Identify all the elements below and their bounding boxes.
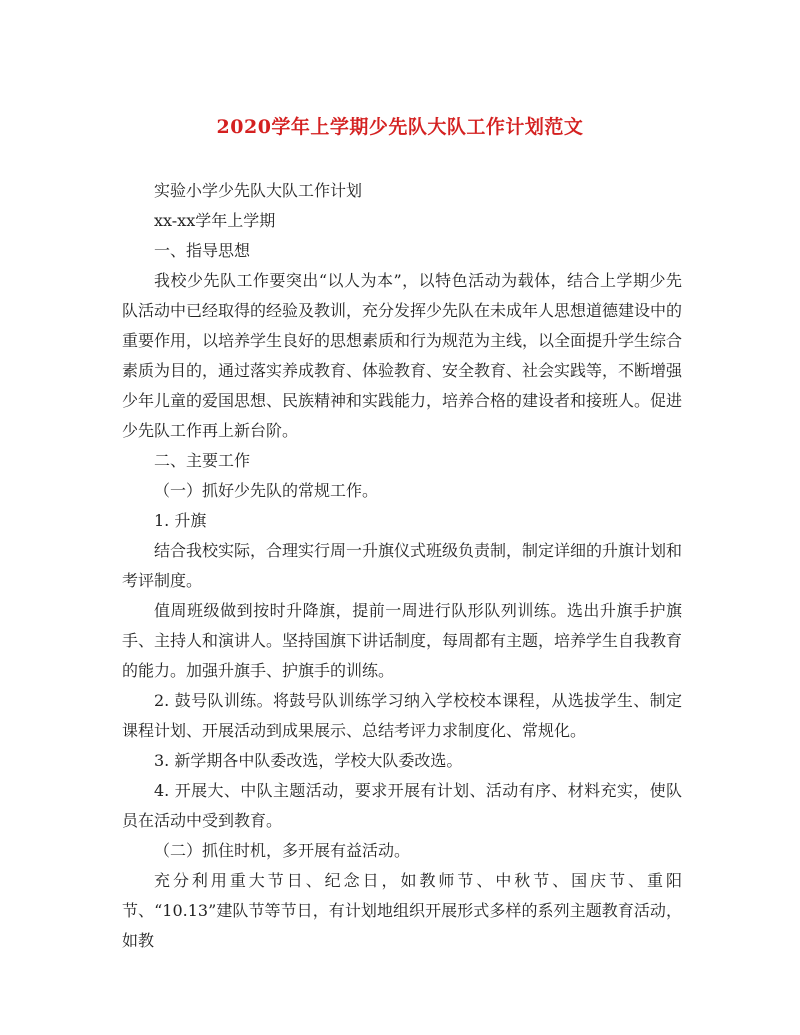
document-title: 2020学年上学期少先队大队工作计划范文 [216,116,584,138]
section-heading-guiding-thought: 一、指导思想 [154,241,251,260]
paragraph-plan-name: 实验小学少先队大队工作计划 [154,181,363,200]
paragraph-duty-class: 值周班级做到按时升降旗，提前一周进行队形队列训练。选出升旗手护旗手、主持人和演讲人。坚持国旗下讲话制度，每周都有主题，培养学生自我教育的能力。加强升旗手、护旗手的训练。 [122,601,683,680]
paragraph-flag-system: 结合我校实际，合理实行周一升旗仪式班级负责制，制定详细的升旗计划和考评制度。 [122,541,683,590]
item-committee-election: 3. 新学期各中队委改选，学校大队委改选。 [154,751,463,770]
paragraph-semester: xx-xx学年上学期 [154,211,276,230]
paragraph-festivals: 充分利用重大节日、纪念日，如教师节、中秋节、国庆节、重阳节、“10.13”建队节等节日，有计划地组织开展形式多样的系列主题教育活动，如教 [122,871,682,950]
section-heading-main-work: 二、主要工作 [154,451,251,470]
subheading-routine-work: （一）抓好少先队的常规工作。 [154,481,379,500]
item-flag-raising: 1. 升旗 [154,511,207,530]
paragraph-guiding-thought: 我校少先队工作要突出“以人为本”，以特色活动为载体，结合上学期少先队活动中已经取得的经验及教训，充分发挥少先队在未成年人思想道德建设中的重要作用，以培养学生良好的思想素质和行为规范为主线，以全面提升学生综合素质为目的，通过落实养成教育、体验教育、安全教育、社会实践等，不断增强少年儿童的爱国思想、民族精神和实践能力，培养合格的建设者和接班人。促进少先队工作再上新台阶。 [122,271,683,440]
subheading-beneficial-activities: （二）抓住时机，多开展有益活动。 [154,841,411,860]
document-body [122,176,682,956]
item-theme-activities: 4. 开展大、中队主题活动，要求开展有计划、活动有序、材料充实，使队员在活动中受到教育。 [122,781,682,830]
item-drum-band: 2. 鼓号队训练。将鼓号队训练学习纳入学校校本课程，从选拔学生、制定课程计划、开展活动到成果展示、总结考评力求制度化、常规化。 [122,691,682,740]
